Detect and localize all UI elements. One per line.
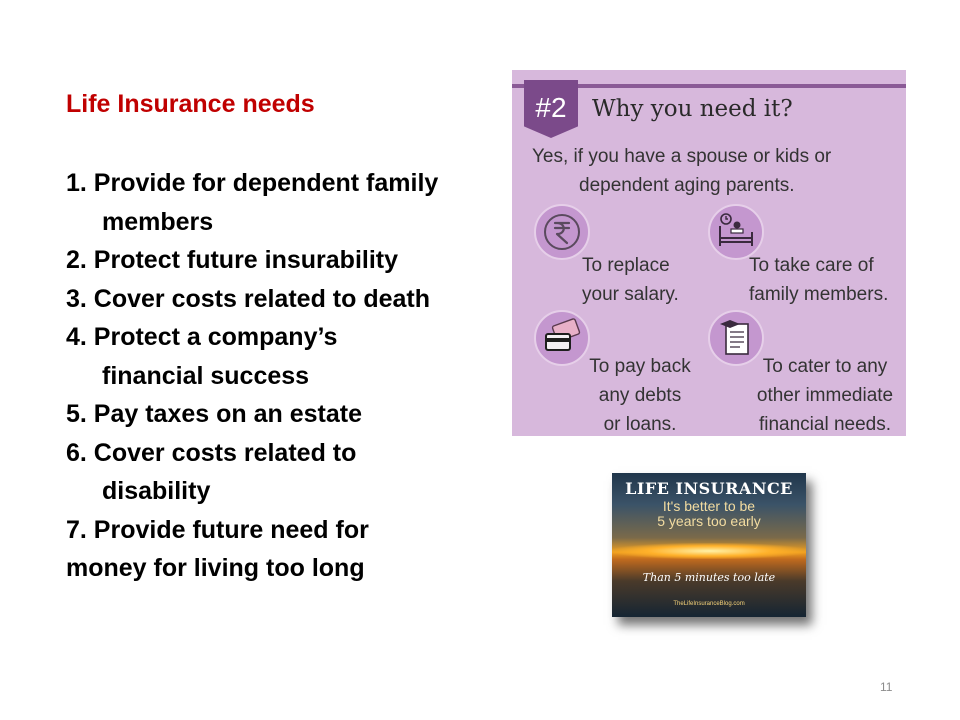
needs-list-item [66,164,506,241]
needs-list-item [66,395,506,434]
need-item-line: To take care of [749,255,874,276]
needs-list [66,164,506,588]
needs-list-item [66,434,506,511]
needs-list-item [66,318,506,395]
sunset-photo [612,473,806,617]
intro-line: Yes, if you have a spouse or kids or [532,146,832,167]
need-text: 2. Protect future insurability [66,246,399,274]
need-text: 6. Cover costs related to [66,438,357,467]
photo-site: TheLifeInsuranceBlog.com [673,601,745,607]
need-item-line: family members. [749,284,889,305]
photo-quote: Than 5 minutes too late [642,571,776,584]
photo-subtitle [612,499,806,529]
needs-list-item [66,280,506,319]
infographic-intro [532,142,902,200]
need-item-line: To cater to any [762,356,888,377]
needs-list-item [66,511,506,588]
photo-subtitle-line: 5 years too early [657,513,761,529]
why-you-need-it-infographic [512,70,906,436]
need-text-continued: members [102,207,214,236]
needs-list-item [66,241,506,280]
need-text: 1. Provide for dependent family [66,169,439,197]
need-item-line: any debts [598,385,682,406]
photo-subtitle-line: It's better to be [662,498,756,514]
need-item-line: your salary. [582,284,679,305]
infographic-heading: Why you need it? [592,96,793,122]
need-item-debts [582,352,698,436]
number-badge-label: #2 [535,92,567,123]
need-text: 5. Pay taxes on an estate [66,400,362,428]
photo-title: LIFE INSURANCE [625,479,793,498]
need-item-line: To pay back [589,356,691,377]
sunset-glow [612,543,806,559]
slide-title: Life Insurance needs [66,90,315,118]
need-text: 7. Provide future need for [66,515,369,544]
need-item-salary [582,251,679,309]
need-item-other [748,352,902,436]
page-number: 11 [880,680,893,694]
need-item-line: or loans. [603,414,677,435]
need-item-family [749,251,888,309]
intro-line: dependent aging parents. [579,175,795,196]
need-text-continued: disability [102,477,211,505]
need-item-line: other immediate [756,385,894,406]
need-item-line: financial needs. [758,414,892,435]
need-text: 4. Protect a company’s [66,323,338,351]
need-text: 3. Cover costs related to death [66,284,431,313]
need-text-continued: financial success [102,361,310,390]
need-item-line: To replace [582,255,670,276]
need-text-continued: money for living too long [66,554,365,582]
